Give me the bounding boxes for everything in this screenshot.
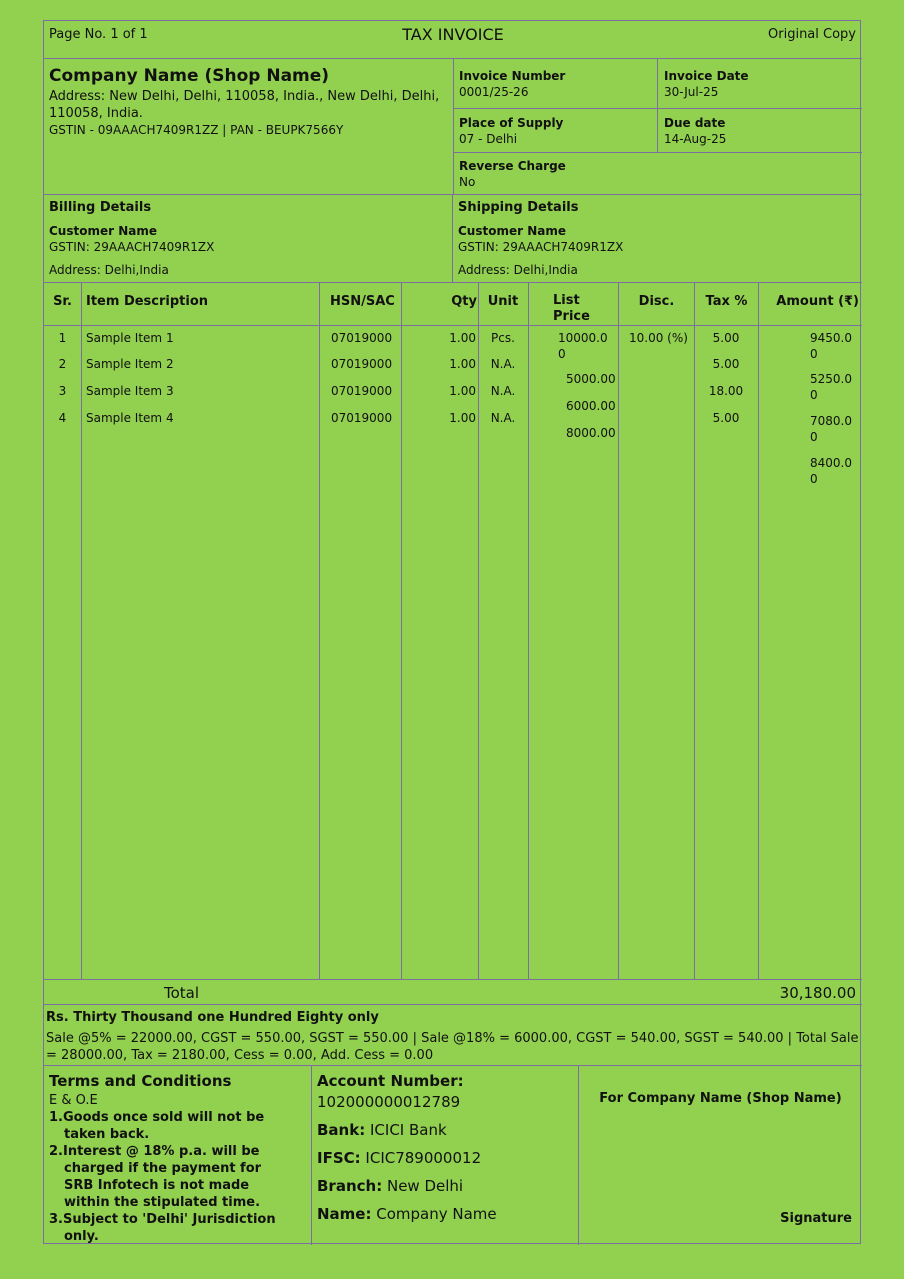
table-row-list-price: 10000.00 xyxy=(558,331,608,361)
table-row-unit: Pcs. xyxy=(491,331,515,345)
col-header-list-price: List Price xyxy=(553,293,590,324)
account-number-label: Account Number: xyxy=(317,1072,464,1090)
account-number: 102000000012789 xyxy=(317,1093,461,1111)
bank-name: ICICI Bank xyxy=(370,1121,447,1139)
invoice-number: 0001/25-26 xyxy=(459,85,529,99)
place-of-supply: 07 - Delhi xyxy=(459,132,518,146)
tax-breakup: Sale @5% = 22000.00, CGST = 550.00, SGST = 550.00 | Sale @18% = 6000.00, CGST = 540.00, SGST = 540.00 | Total Sale = 28000.00, Tax = 2180.00, Cess = 0.00, Add. Cess = 0.00 xyxy=(46,1031,859,1063)
billing-gstin: GSTIN: 29AAACH7409R1ZX xyxy=(49,240,215,254)
table-row-amount: 9450.00 xyxy=(810,331,852,361)
table-row-amount: 8400.00 xyxy=(810,456,852,486)
shipping-address: Address: Delhi,India xyxy=(458,263,578,277)
table-row-list-price: 6000.00 xyxy=(566,399,616,413)
shipping-customer-name: Customer Name xyxy=(458,224,566,238)
shipping-heading: Shipping Details xyxy=(458,200,579,215)
terms-eoe: E & O.E xyxy=(49,1093,98,1108)
terms-item: 2.Interest @ 18% p.a. will be charged if the payment for SRB Infotech is not made within the stipulated time. xyxy=(49,1144,262,1210)
col-header-qty: Qty xyxy=(451,294,477,309)
billing-address: Address: Delhi,India xyxy=(49,263,169,277)
table-row-unit: N.A. xyxy=(490,384,516,398)
col-header-description: Item Description xyxy=(86,294,209,309)
account-name: Company Name xyxy=(376,1205,497,1223)
table-row-list-price: 5000.00 xyxy=(566,372,616,386)
branch-label: Branch: xyxy=(317,1177,383,1195)
shipping-gstin: GSTIN: 29AAACH7409R1ZX xyxy=(458,240,624,254)
table-row-sr: 2 xyxy=(58,357,67,371)
col-header-unit: Unit xyxy=(487,294,519,309)
col-header-hsn: HSN/SAC xyxy=(330,294,395,309)
table-row-list-price: 8000.00 xyxy=(566,426,616,440)
table-row-sr: 1 xyxy=(58,331,67,345)
table-row-tax: 5.00 xyxy=(712,357,740,371)
table-row-sr: 4 xyxy=(58,411,67,425)
table-row-qty: 1.00 xyxy=(449,384,476,398)
table-row-qty: 1.00 xyxy=(449,411,476,425)
billing-heading: Billing Details xyxy=(49,200,152,215)
for-company: For Company Name (Shop Name) xyxy=(599,1091,842,1106)
bank-label: Bank: xyxy=(317,1121,366,1139)
table-row-hsn: 07019000 xyxy=(331,384,393,398)
table-row-description: Sample Item 2 xyxy=(86,357,174,371)
copy-type: Original Copy xyxy=(768,27,856,42)
table-row-tax: 18.00 xyxy=(708,384,744,398)
table-row-description: Sample Item 3 xyxy=(86,384,174,398)
bank-name-line xyxy=(317,1121,447,1139)
company-gstin-pan: GSTIN - 09AAACH7409R1ZZ | PAN - BEUPK7566Y xyxy=(49,123,344,137)
place-of-supply-label: Place of Supply xyxy=(459,116,564,130)
table-row-qty: 1.00 xyxy=(449,357,476,371)
account-name-line xyxy=(317,1205,497,1223)
table-row-tax: 5.00 xyxy=(712,331,740,345)
billing-customer-name: Customer Name xyxy=(49,224,157,238)
col-header-sr: Sr. xyxy=(53,294,72,309)
invoice-page xyxy=(43,20,861,1244)
table-row-amount: 5250.00 xyxy=(810,372,852,402)
table-row-unit: N.A. xyxy=(490,357,516,371)
due-date-label: Due date xyxy=(664,116,726,130)
ifsc-code: ICIC789000012 xyxy=(365,1149,482,1167)
invoice-date: 30-Jul-25 xyxy=(664,85,719,99)
col-header-amount: Amount (₹) xyxy=(776,294,859,309)
table-row-tax: 5.00 xyxy=(712,411,740,425)
branch-line xyxy=(317,1177,463,1195)
invoice-date-label: Invoice Date xyxy=(664,69,749,83)
due-date: 14-Aug-25 xyxy=(664,132,727,146)
company-address: Address: New Delhi, Delhi, 110058, India., New Delhi, Delhi, 110058, India. xyxy=(49,89,440,121)
ifsc-line xyxy=(317,1149,481,1167)
table-row-qty: 1.00 xyxy=(449,331,476,345)
invoice-number-label: Invoice Number xyxy=(459,69,566,83)
company-name: Company Name (Shop Name) xyxy=(49,66,330,86)
total-label: Total xyxy=(164,984,200,1002)
branch-name: New Delhi xyxy=(386,1177,464,1195)
table-row-hsn: 07019000 xyxy=(331,411,393,425)
amount-in-words: Rs. Thirty Thousand one Hundred Eighty only xyxy=(46,1010,379,1025)
table-row-discount: 10.00 (%) xyxy=(629,331,688,345)
document-title: TAX INVOICE xyxy=(402,25,504,44)
reverse-charge: No xyxy=(459,175,476,189)
ifsc-label: IFSC: xyxy=(317,1149,361,1167)
table-row-description: Sample Item 4 xyxy=(86,411,174,425)
col-header-discount: Disc. xyxy=(638,294,675,309)
total-value: 30,180.00 xyxy=(779,984,856,1002)
table-row-description: Sample Item 1 xyxy=(86,331,174,345)
col-header-tax: Tax % xyxy=(705,294,748,309)
account-name-label: Name: xyxy=(317,1205,372,1223)
terms-heading: Terms and Conditions xyxy=(49,1072,232,1090)
table-row-hsn: 07019000 xyxy=(331,331,393,345)
terms-item: 3.Subject to 'Delhi' Jurisdiction only. xyxy=(49,1212,276,1244)
terms-item: 1.Goods once sold will not be taken back. xyxy=(49,1110,265,1142)
signature-label: Signature xyxy=(780,1211,852,1226)
table-row-unit: N.A. xyxy=(490,411,516,425)
page-number: Page No. 1 of 1 xyxy=(49,27,148,42)
reverse-charge-label: Reverse Charge xyxy=(459,159,566,173)
table-row-amount: 7080.00 xyxy=(810,414,852,444)
table-row-sr: 3 xyxy=(58,384,67,398)
table-row-hsn: 07019000 xyxy=(331,357,393,371)
